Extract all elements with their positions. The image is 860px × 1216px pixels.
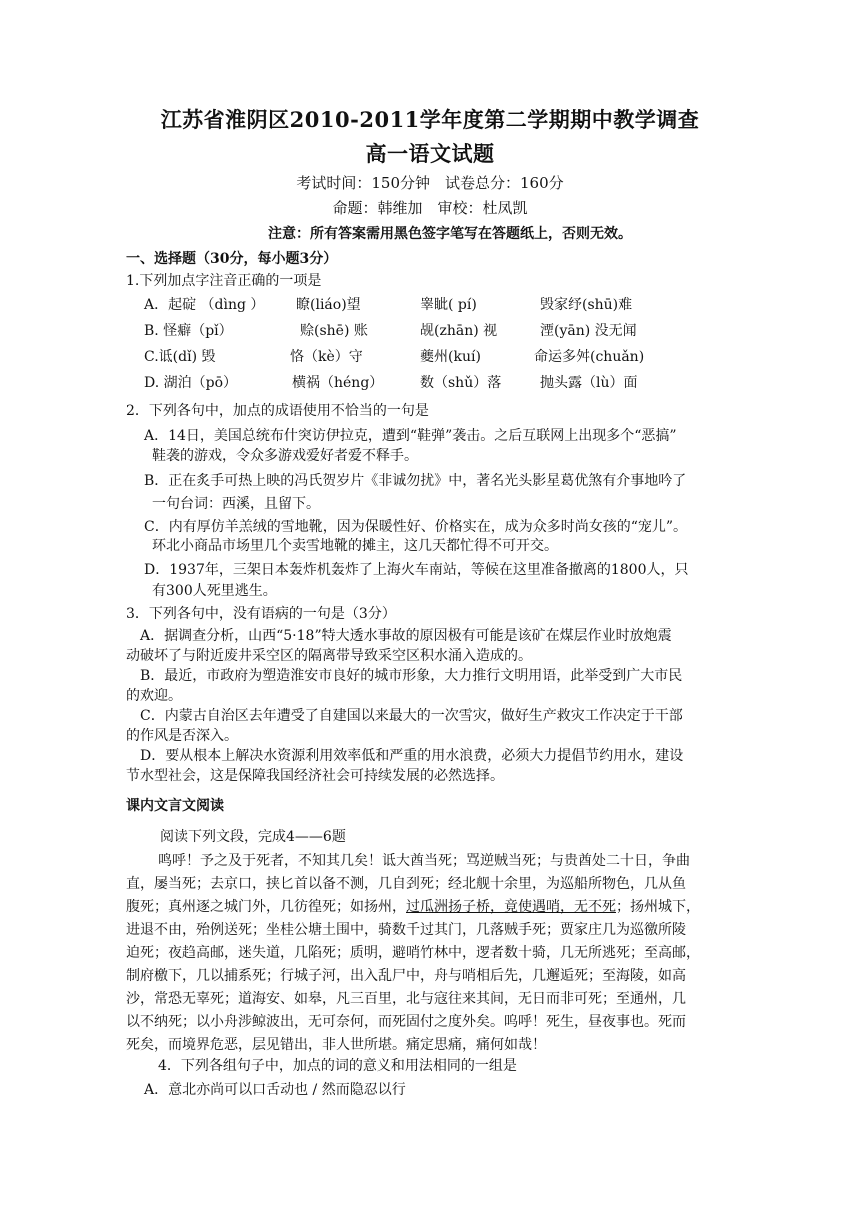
q2-option-a-line2: 鞋袭的游戏，令众多游戏爱好者爱不释手。 — [152, 448, 418, 464]
exam-subtitle: 高一语文试题 — [365, 141, 495, 166]
q1-option-d-1: D. 湖泊（pō） — [144, 375, 238, 391]
q1-option-a-4: 毁家纾(shū)难 — [540, 297, 633, 313]
q2-option-d-line2: 有300人死里逃生。 — [152, 583, 277, 599]
q1-option-c-3: 夔州(kuí) — [420, 349, 481, 365]
exam-title: 江苏省淮阴区2010-2011学年度第二学期期中教学调查 — [160, 107, 700, 132]
passage-line-2: 直，屡当死；去京口，挟匕首以备不测，几自刭死；经北舰十余里，为巡船所物色，几从鱼 — [126, 876, 686, 892]
q1-option-c-2: 恪（kè）守 — [290, 349, 363, 365]
section1-heading: 一、选择题（30分，每小题3分） — [126, 251, 338, 267]
q2-stem: 2．下列各句中，加点的成语使用不恰当的一句是 — [126, 403, 429, 419]
q1-option-b-4: 湮(yān) 没无闻 — [540, 323, 637, 339]
underlined-sentence: 过瓜洲扬子桥，竟使遇哨，无不死 — [406, 899, 616, 915]
passage-line-7: 沙，常恐无辜死；道海安、如皋，凡三百里，北与寇往来其间，无日而非可死；至通州，几 — [126, 991, 686, 1007]
q1-option-c-4: 命运多舛(chuǎn) — [534, 349, 645, 365]
q2-option-b-line1: B．正在炙手可热上映的冯氏贺岁片《非诚勿扰》中，著名光头影星葛优煞有介事地吟了 — [144, 473, 687, 489]
q3-option-d-line2: 节水型社会，这是保障我国经济社会可持续发展的必然选择。 — [126, 768, 504, 784]
q2-option-b-line2: 一句台词：西溪，且留下。 — [152, 496, 320, 512]
q1-option-a-1: A．起碇 （dìng ） — [144, 297, 265, 313]
q4-stem: 4．下列各组句子中，加点的词的意义和用法相同的一组是 — [158, 1058, 517, 1074]
q2-option-c-line1: C．内有厚仿羊羔绒的雪地靴，因为保暖性好、价格实在，成为众多时尚女孩的“宠儿”。 — [144, 519, 688, 535]
passage-line-1: 鸣呼！予之及于死者，不知其几矣！诋大酋当死；骂逆贼当死；与贵酋处二十日，争曲 — [158, 853, 690, 869]
q1-option-b-3: 觇(zhān) 视 — [420, 323, 498, 339]
q1-option-d-3: 数（shǔ）落 — [420, 375, 502, 391]
q1-option-d-4: 抛头露（lù）面 — [540, 375, 638, 391]
exam-info: 考试时间：150分钟 试卷总分：160分 — [296, 174, 564, 192]
passage-line-3-start: 腹死；真州逐之城门外，几彷徨死；如扬州， — [126, 899, 406, 915]
q1-option-c-1: C.诋(dǐ) 毁 — [144, 349, 216, 365]
passage-line-8: 以不纳死；以小舟涉鲸波出，无可奈何，而死固付之度外矣。呜呼！死生，昼夜事也。死而 — [126, 1014, 686, 1030]
q3-option-b-line1: B．最近，市政府为塑造淮安市良好的城市形象，大力推行文明用语，此举受到广大市民 — [140, 668, 683, 684]
q1-option-a-2: 瞭(liáo)望 — [296, 297, 361, 313]
q2-option-c-line2: 环北小商品市场里几个卖雪地靴的摊主，这几天都忙得不可开交。 — [152, 538, 558, 554]
q2-option-d-line1: D．1937年，三架日本轰炸机轰炸了上海火车南站，等候在这里准备撤离的1800人，只 — [144, 562, 689, 578]
exam-authors: 命题：韩维加 审校：杜凤凯 — [332, 199, 528, 217]
q4-option-a: A．意北亦尚可以口舌动也 / 然而隐忍以行 — [144, 1082, 406, 1098]
passage-line-4: 进退不由，殆例送死；坐桂公塘土围中，骑数千过其门，几落贼手死；贾家庄几为巡徼所陵 — [126, 922, 686, 938]
q1-option-b-2: 赊(shē) 账 — [300, 323, 368, 339]
passage-line-3 — [126, 896, 700, 916]
q1-stem: 1.下列加点字注音正确的一项是 — [126, 273, 322, 289]
q3-stem: 3．下列各句中，没有语病的一句是（3分） — [126, 606, 396, 622]
passage-line-3-end: ；扬州城下， — [616, 899, 700, 915]
q3-option-a-line2: 动破坏了与附近废井采空区的隔离带导致采空区积水涌入造成的。 — [126, 648, 532, 664]
exam-notice: 注意：所有答案需用黑色签字笔写在答题纸上，否则无效。 — [268, 226, 632, 242]
q3-option-d-line1: D．要从根本上解决水资源利用效率低和严重的用水浪费，必须大力提倡节约用水，建设 — [140, 748, 684, 764]
section2-heading: 课内文言文阅读 — [126, 798, 224, 814]
q1-option-a-3: 睾眦( pí) — [420, 297, 477, 313]
q3-option-c-line1: C．内蒙古自治区去年遭受了自建国以来最大的一次雪灾，做好生产救灾工作决定于干部 — [140, 708, 683, 724]
passage-line-9: 死矣，而境界危恶，层见错出，非人世所堪。痛定思痛，痛何如哉！ — [126, 1037, 546, 1053]
q3-option-a-line1: A．据调查分析，山西“5·18”特大透水事故的原因极有可能是该矿在煤层作业时放炮震 — [140, 628, 672, 644]
q2-option-a-line1: A．14日，美国总统布什突访伊拉克，遭到“鞋弹”袭击。之后互联网上出现多个“恶搞” — [144, 428, 677, 444]
q1-option-d-2: 横祸（héng） — [292, 375, 384, 391]
reading-intro: 阅读下列文段，完成4——6题 — [160, 829, 346, 845]
passage-line-5: 迫死；夜趋高邮，迷失道，几陷死；质明，避哨竹林中，逻者数十骑，几无所逃死；至高邮， — [126, 945, 700, 961]
q3-option-b-line2: 的欢迎。 — [126, 688, 182, 704]
q3-option-c-line2: 的作风是否深入。 — [126, 728, 238, 744]
passage-line-6: 制府檄下，几以捕系死；行城子河，出入乱尸中，舟与哨相后先，几邂逅死；至海陵，如高 — [126, 968, 686, 984]
q1-option-b-1: B. 怪癖（pǐ） — [144, 323, 233, 339]
